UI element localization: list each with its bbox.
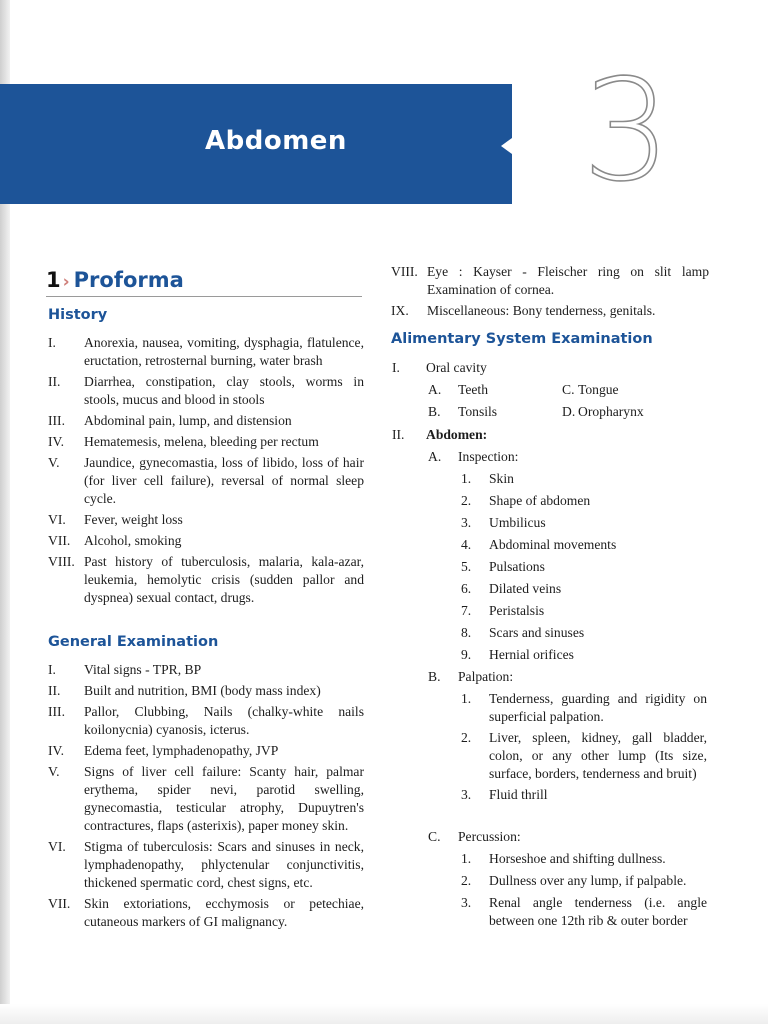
list-item: 3. Renal angle tenderness (i.e. angle between one 12th rib & outer border	[461, 895, 707, 928]
general-examination-continued-list	[391, 263, 709, 323]
list-item: 2. Liver, spleen, kidney, gall bladder, colon, or any other lump (Its size, surface, borders, tenderness and bruit)	[461, 730, 707, 781]
inspection-item-number: 3.	[461, 515, 472, 530]
inspection-item: Pulsations	[489, 559, 545, 574]
list-item: I. Anorexia, nausea, vomiting, dysphagia, flatulence, eructation, retrosternal burning, water brash	[48, 335, 364, 368]
percussion-label: Percussion:	[458, 829, 521, 844]
alimentary-heading: Alimentary System Examination	[391, 331, 653, 347]
general-examination-list	[48, 661, 364, 934]
section-number: 1	[46, 268, 61, 292]
oral-item-c: Tongue	[578, 382, 619, 397]
oral-cavity-number: I.	[392, 360, 400, 375]
palpation-label: Palpation:	[458, 669, 514, 684]
list-item: 1. Tenderness, guarding and rigidity on superficial palpation.	[461, 691, 707, 724]
inspection-item: Hernial orifices	[489, 647, 574, 662]
inspection-item-number: 7.	[461, 603, 472, 618]
oral-cavity-label: Oral cavity	[426, 360, 487, 375]
abdomen-label: Abdomen:	[426, 427, 488, 442]
oral-item-b-number: B.	[428, 404, 441, 419]
inspection-item-number: 5.	[461, 559, 472, 574]
chapter-title: Abdomen	[205, 126, 347, 156]
section-heading	[46, 266, 362, 297]
inspection-item-number: 2.	[461, 493, 472, 508]
oral-item-a: Teeth	[458, 382, 488, 397]
list-item: VIII. Past history of tuberculosis, malaria, kala-azar, leukemia, hemolytic crisis (sudden pallor and dyspnea) sexual contact, drugs.	[48, 554, 364, 605]
inspection-item: Shape of abdomen	[489, 493, 591, 508]
palpation-list	[461, 690, 707, 807]
list-item: III. Pallor, Clubbing, Nails (chalky-white nails koilonycnia) cyanosis, icterus.	[48, 704, 364, 737]
list-item: VIII. Eye : Kayser - Fleischer ring on slit lamp Examination of cornea.	[391, 264, 709, 297]
palpation-number: B.	[428, 669, 441, 684]
list-item: VII. Skin extoriations, ecchymosis or petechiae, cutaneous markers of GI malignancy.	[48, 896, 364, 929]
inspection-item: Peristalsis	[489, 603, 545, 618]
percussion-list	[461, 850, 707, 933]
banner-notch	[501, 138, 512, 154]
inspection-item-number: 8.	[461, 625, 472, 640]
list-item: 1. Horseshoe and shifting dullness.	[461, 851, 666, 866]
list-item: III. Abdominal pain, lump, and distension	[48, 413, 292, 428]
inspection-item-number: 9.	[461, 647, 472, 662]
list-item: IX. Miscellaneous: Bony tenderness, genitals.	[391, 303, 656, 318]
section-title: Proforma	[73, 268, 184, 292]
list-item: II. Diarrhea, constipation, clay stools, worms in stools, mucus and blood in stools	[48, 374, 364, 407]
oral-item-d-number: D.	[562, 404, 576, 419]
list-item: 3. Fluid thrill	[461, 787, 548, 802]
list-item: V. Signs of liver cell failure: Scanty hair, palmar erythema, spider nevi, parotid swelling, gynecomastia, testicular atrophy, Dupuytren's contractures, flaps (asterixis), paper money skin.	[48, 764, 364, 833]
list-item: IV. Hematemesis, melena, bleeding per rectum	[48, 434, 319, 449]
list-item: VII. Alcohol, smoking	[48, 533, 182, 548]
oral-item-c-number: C.	[562, 382, 575, 397]
section-arrow-icon: ›	[62, 272, 70, 292]
list-item: II. Built and nutrition, BMI (body mass index)	[48, 683, 321, 698]
inspection-item-number: 4.	[461, 537, 472, 552]
oral-item-d: Oropharynx	[578, 404, 644, 419]
list-item: 2. Dullness over any lump, if palpable.	[461, 873, 687, 888]
inspection-number: A.	[428, 449, 442, 464]
inspection-item-number: 1.	[461, 471, 472, 486]
inspection-item: Umbilicus	[489, 515, 546, 530]
list-item: VI. Stigma of tuberculosis: Scars and sinuses in neck, lymphadenopathy, phlyctenular conjunctivitis, thickened spermatic cord, chest signs, etc.	[48, 839, 364, 890]
percussion-number: C.	[428, 829, 441, 844]
oral-item-a-number: A.	[428, 382, 442, 397]
chapter-number: 3	[582, 50, 672, 213]
general-examination-heading: General Examination	[48, 634, 219, 650]
history-list	[48, 334, 364, 610]
inspection-item: Skin	[489, 471, 514, 486]
list-item: IV. Edema feet, lymphadenopathy, JVP	[48, 743, 279, 758]
inspection-item: Dilated veins	[489, 581, 562, 596]
history-heading: History	[48, 307, 108, 323]
inspection-label: Inspection:	[458, 449, 519, 464]
inspection-item-number: 6.	[461, 581, 472, 596]
inspection-item: Abdominal movements	[489, 537, 617, 552]
oral-item-b: Tonsils	[458, 404, 498, 419]
list-item: V. Jaundice, gynecomastia, loss of libido, loss of hair (for liver cell failure), reversal of normal sleep cycle.	[48, 455, 364, 506]
list-item: I. Vital signs - TPR, BP	[48, 662, 202, 677]
inspection-item: Scars and sinuses	[489, 625, 585, 640]
page-bottom-shadow	[0, 1004, 768, 1024]
abdomen-number: II.	[392, 427, 405, 442]
list-item: VI. Fever, weight loss	[48, 512, 183, 527]
